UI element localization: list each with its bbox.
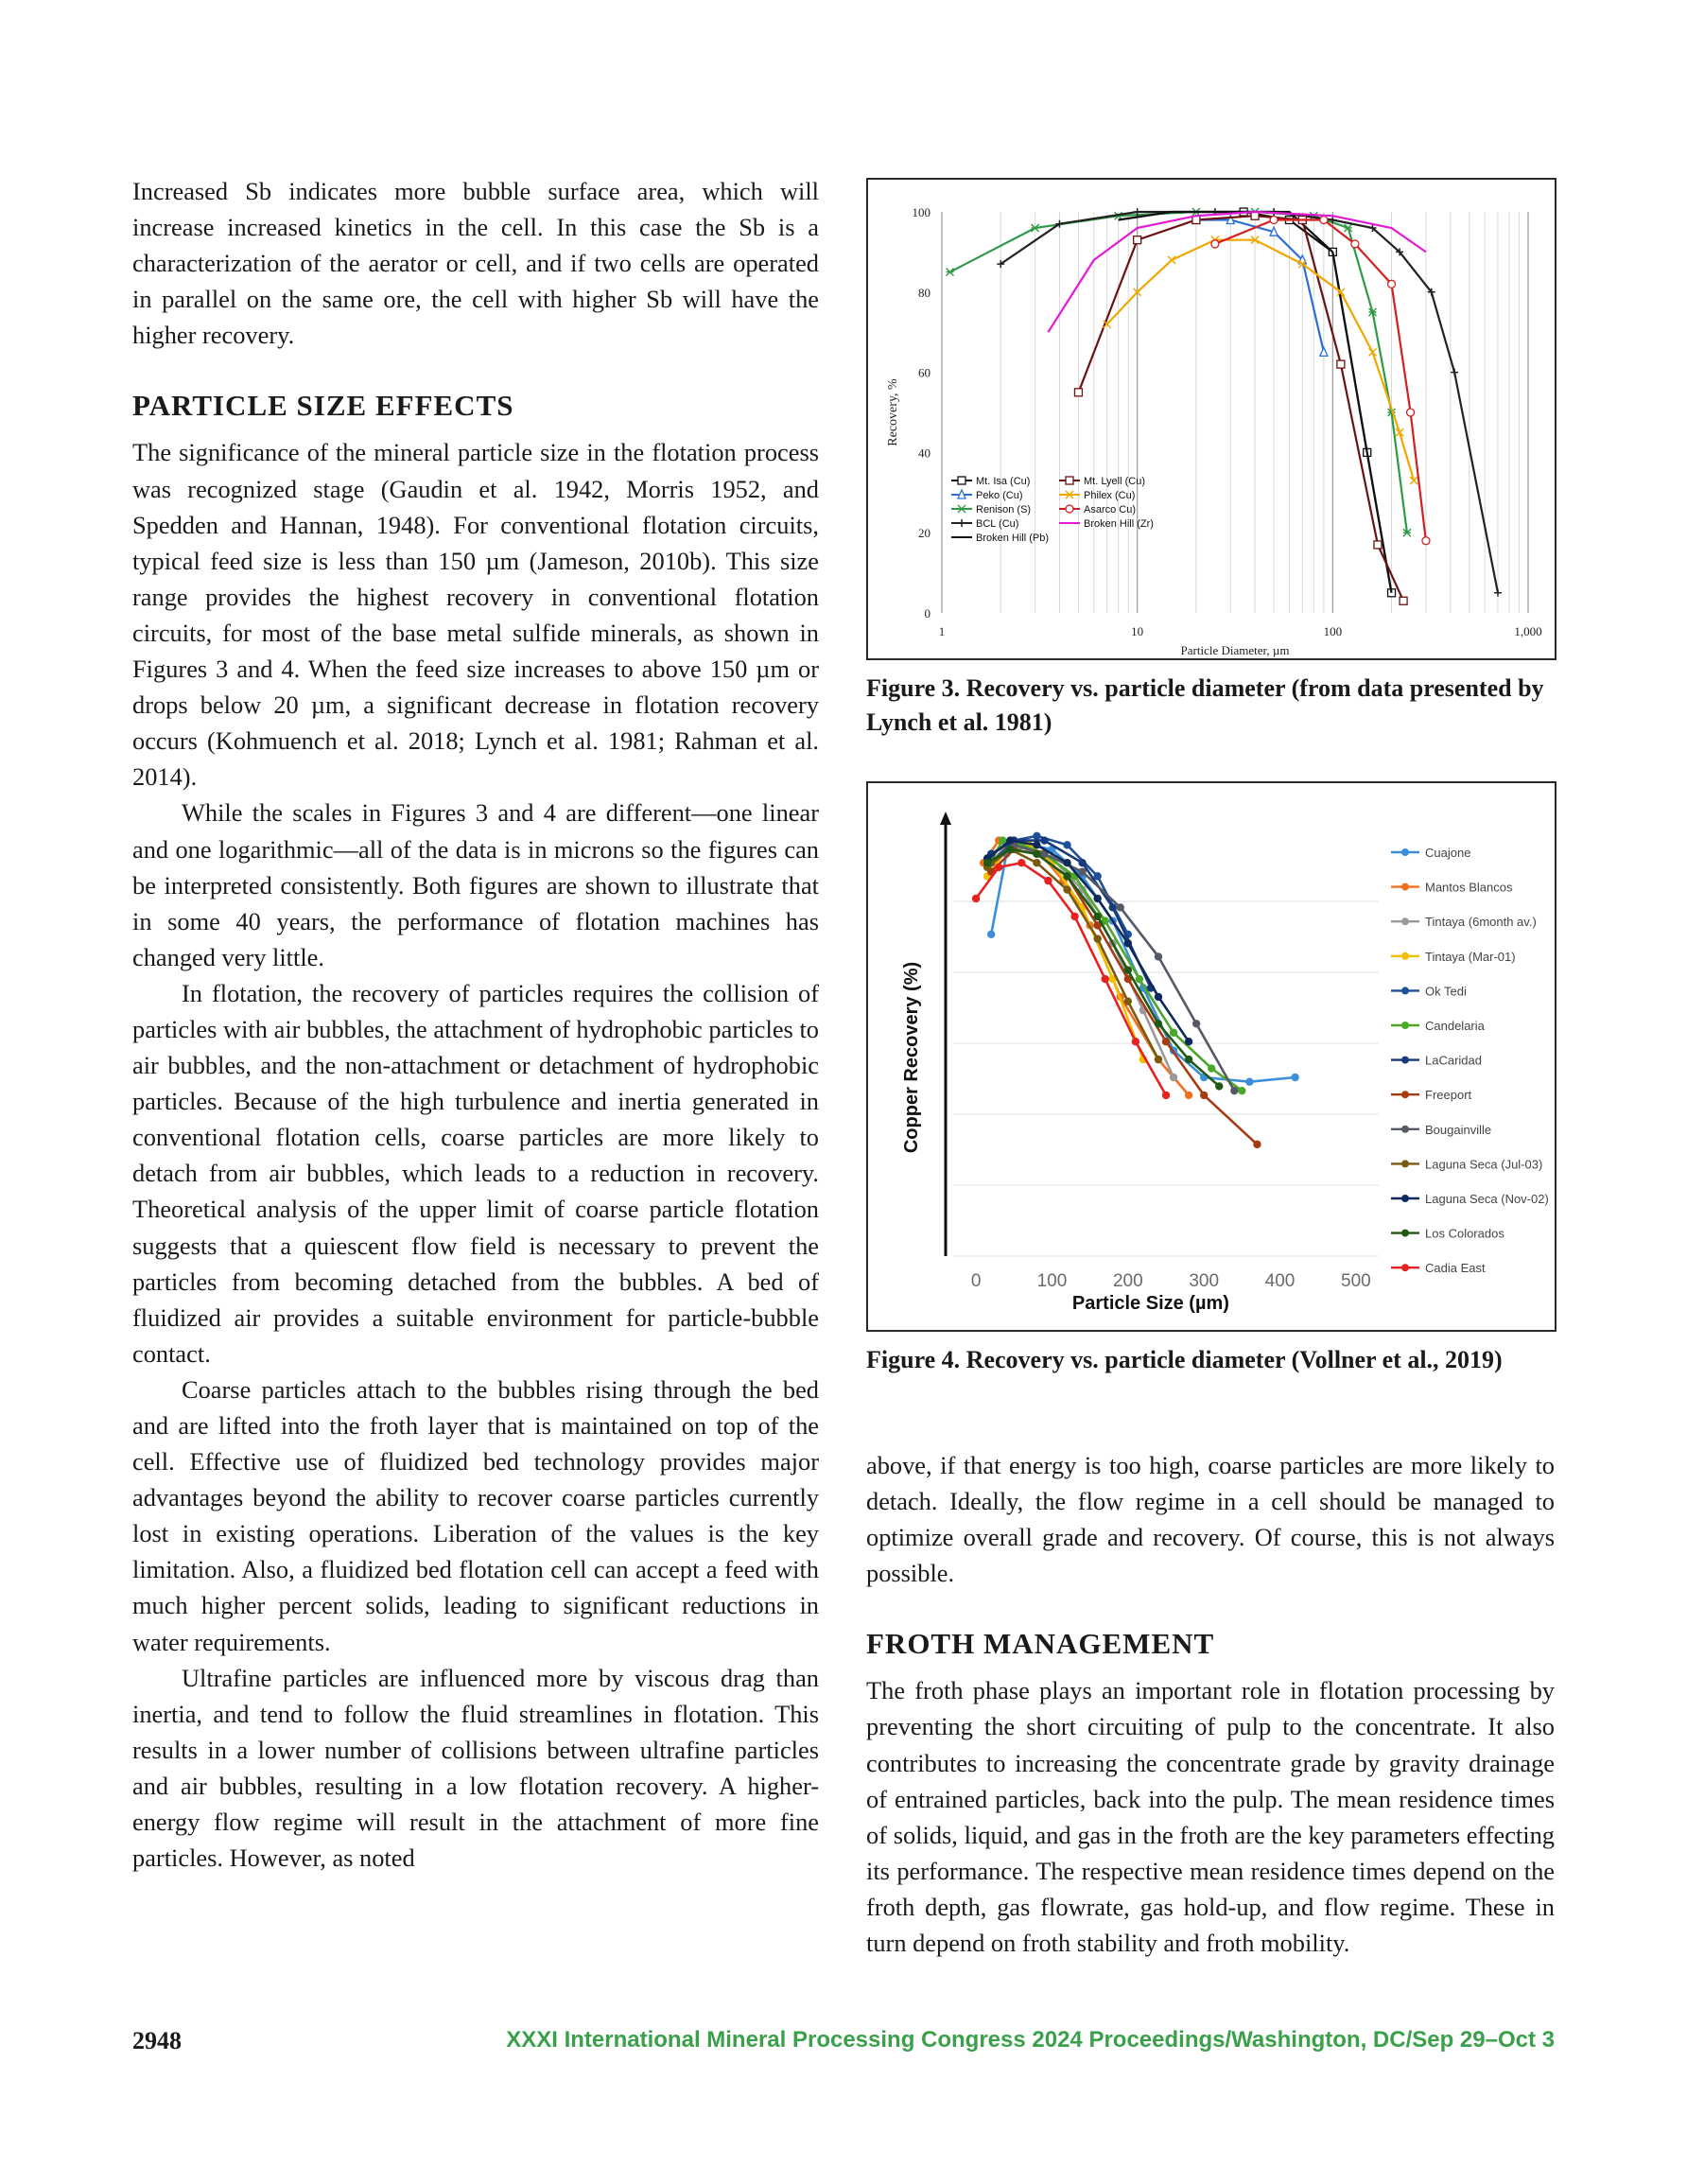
legend-label: Asarco Cu) [1084,504,1137,515]
left-column [132,173,819,1876]
legend-label: Laguna Seca (Jul-03) [1425,1157,1543,1172]
figure-3-svg [868,180,1555,658]
y-tick-label: 40 [918,446,930,461]
paragraph-particle-size-4: Coarse particles attach to the bubbles rising through the bed and are lifted into the froth layer that is maintained on top of the cell. Effective use of fluidized bed technology provides major advantages beyond the ability to recover coarse particles currently lost in existing operations. Liberation of the values is the key limitation. Also, a fluidized bed flotation cell can accept a feed with much higher percent solids, leading to significant reductions in water requirements. [132,1374,819,1656]
data-point [1208,1064,1215,1072]
data-point [1162,1092,1170,1099]
legend-label: Philex (Cu) [1084,490,1136,501]
y-axis-title: Recovery, % [886,378,900,446]
y-tick-label: 80 [918,285,930,300]
legend-marker [1401,848,1409,856]
legend-marker [1401,1230,1409,1237]
data-point [1033,859,1040,866]
data-point [1074,389,1082,396]
data-point [1134,236,1141,244]
x-tick-label: 10 [1131,624,1144,638]
heading-particle-size-effects: PARTICLE SIZE EFFECTS [132,389,514,423]
legend-label: Peko (Cu) [976,490,1023,501]
data-point [1407,409,1415,416]
legend-marker [1401,883,1409,891]
data-point [1168,256,1175,264]
data-point [1063,872,1070,880]
data-point [1253,1141,1261,1148]
series-line-candelaria [987,841,1242,1092]
data-point [958,519,965,527]
data-point [1006,846,1014,853]
y-axis-arrowhead [940,812,951,825]
data-point [983,859,991,866]
legend-label: Bougainville [1425,1122,1492,1137]
legend-label: Ok Tedi [1425,984,1467,999]
figure-4-caption: Figure 4. Recovery vs. particle diameter (Vollner et al., 2019) [866,1346,1503,1373]
legend-label: Laguna Seca (Nov-02) [1425,1192,1549,1206]
data-point [1070,913,1078,920]
x-tick-label: 0 [970,1271,982,1291]
data-point [1374,541,1382,549]
x-tick-label: 1 [938,624,946,638]
paragraph-froth: The froth phase plays an important role in flotation processing by preventing the short circuiting of pulp to the concentrate. It also contributes to increasing the concentrate grade by gravity drainage of entrained particles, back into the pulp. The mean residence times of solids, liquid, and gas in the froth are the key parameters effecting its performance. The respective mean residence times depend on the froth depth, gas flowrate, gas hold-up, and flow regime. These in turn depend on froth stability and froth mobility. [866,1676,1555,1958]
data-point [1162,1038,1170,1045]
data-point [1109,903,1117,911]
y-tick-label: 0 [924,606,930,620]
data-point [1017,859,1025,866]
data-point [1494,589,1502,597]
data-point [1337,360,1345,368]
legend-label: BCL (Cu) [976,518,1019,530]
series-line-broken-hill-zr [1048,212,1426,332]
paragraph-particle-size-2: While the scales in Figures 3 and 4 are different—one linear and one logarithmic—all of the data is in microns so the figures can be interpreted consistently. Both figures are shown to illustrate that in some 40 years, the performance of flotation machines has changed very little. [132,798,819,971]
data-point [1093,935,1101,942]
x-tick-label: 1,000 [1514,624,1542,638]
right-column [866,1447,1555,1961]
data-point [1245,1078,1253,1086]
y-tick-label: 20 [918,526,930,541]
data-point [1155,952,1162,960]
data-point [1320,347,1328,356]
data-point [1351,240,1359,248]
legend-marker [1401,1160,1409,1167]
y-tick-label: 100 [912,205,930,219]
data-point [1451,369,1458,376]
legend-marker [1401,1057,1409,1064]
legend-marker [1401,1195,1409,1202]
figure-3-caption: Figure 3. Recovery vs. particle diameter (from data presented by Lynch et al. 1981) [866,674,1544,736]
paragraph-continued: above, if that energy is too high, coarse particles are more likely to detach. Ideally, the flow regime in a cell should be managed to optimize overall grade and recovery. Of course, this is not always possible. [866,1451,1555,1588]
data-point [1132,1038,1139,1045]
data-point [1124,997,1132,1005]
data-point [1093,913,1101,920]
x-tick-label: 200 [1112,1271,1143,1291]
legend-label: Mt. Isa (Cu) [976,476,1031,487]
data-point [1185,1092,1192,1099]
data-point [1230,1087,1238,1094]
x-axis-title: Particle Diameter, µm [1180,643,1290,657]
data-point [1170,1074,1177,1081]
legend-label: Cuajone [1425,846,1471,860]
data-point [1033,850,1040,858]
x-tick-label: 400 [1264,1271,1296,1291]
legend-label: Mantos Blancos [1425,880,1513,895]
legend-label: Freeport [1425,1088,1472,1103]
legend-marker [1401,1264,1409,1271]
legend-marker [1401,987,1409,994]
figure-4-svg [868,783,1555,1330]
legend-label: Cadia East [1425,1261,1486,1276]
data-point [1270,216,1278,223]
legend-label: Tintaya (Mar-01) [1425,949,1516,964]
data-point [995,864,1002,871]
paragraph-particle-size-1: The significance of the mineral particle size in the flotation process was recognized stage (Gaudin et al. 1942, Morris 1952, and Spedden and Hannan, 1948). For conventional flotation circuits, typical feed size is less than 150 µm (Jameson, 2010b). This size range provides the highest recovery in conventional flotation circuits, for most of the base metal sulfide minerals, as shown in Figures 3 and 4. When the feed size increases to above 150 µm or drops below 20 µm, a significant decrease in flotation recovery occurs (Kohmuench et al. 2018; Lynch et al. 1981; Rahman et al. 2014). [132,438,819,792]
data-point [1044,877,1052,884]
data-point [958,477,965,484]
legend-label: Tintaya (6month av.) [1425,915,1537,930]
x-tick-label: 100 [1036,1271,1068,1291]
legend-label: Candelaria [1425,1019,1485,1033]
data-point [1063,859,1070,866]
legend-marker [1401,917,1409,925]
legend-label: Broken Hill (Pb) [976,533,1050,544]
legend-label: Broken Hill (Zr) [1084,518,1154,530]
data-point [1102,975,1109,983]
data-point [1040,836,1048,844]
data-point [947,269,954,276]
intro-paragraph: Increased Sb indicates more bubble surface area, which will increase increased kinetics in the cell. In this case the Sb is a characterization of the aerator or cell, and if two cells are operated in parallel on the same ore, the cell with higher Sb will have the higher recovery. [132,177,819,350]
data-point [1422,537,1430,545]
data-point [1033,841,1040,848]
data-point [1078,867,1086,875]
legend-marker [1401,1022,1409,1029]
x-tick-label: 100 [1323,624,1343,638]
series-line-asarco-cu [1215,220,1426,541]
data-point [1066,477,1073,484]
series-line-mt-lyell-cu [1079,216,1404,601]
data-point [1078,859,1086,866]
heading-froth-management: FROTH MANAGEMENT [866,1627,1215,1661]
y-axis-title: Copper Recovery (%) [901,961,922,1154]
data-point [1063,885,1070,893]
legend-marker [1401,1126,1409,1133]
page-number: 2948 [132,2027,182,2054]
data-point [1063,841,1070,848]
data-point [1006,836,1014,844]
data-point [1124,939,1132,947]
legend-label: Renison (S) [976,504,1032,515]
legend-marker [1401,952,1409,960]
x-tick-label: 500 [1341,1271,1371,1291]
data-point [1251,212,1259,219]
data-point [1117,903,1124,911]
data-point [1155,1056,1162,1063]
data-point [1185,1056,1192,1063]
x-axis-title: Particle Size (µm) [1071,1293,1229,1314]
conference-footer: XXXI International Mineral Processing Congress 2024 Proceedings/Washington, DC/Sep 29–Oct 3 [506,2027,1555,2053]
data-point [1185,1038,1192,1045]
data-point [1192,1020,1200,1027]
data-point [1211,240,1219,248]
data-point [958,505,965,513]
paragraph-particle-size-5: Ultrafine particles are influenced more by viscous drag than inertia, and tend to follow the fluid streamlines in flotation. This results in a lower number of collisions between ultrafine particles and air bubbles, resulting in a low flotation recovery. A higher-energy flow regime will result in the attachment of more fine particles. However, as noted [132,1663,819,1873]
data-point [987,931,995,938]
paragraph-particle-size-3: In flotation, the recovery of particles requires the collision of particles with air bubbles, the attachment of hydrophobic particles to air bubbles, and the non-attachment or detachment of hydrophobic particles. Because of the high turbulence and inertia generated in conventional flotation cells, coarse particles are more likely to detach from air bubbles, which leads to a reduction in recovery. Theoretical analysis of the upper limit of coarse particle flotation suggests that a quiescent flow field is necessary to prevent the particles from becoming detached from the bubbles. A bed of fluidized air provides a suitable environment for particle-bubble contact. [132,978,819,1368]
data-point [1388,280,1396,288]
y-tick-label: 60 [918,365,930,380]
legend-label: Los Colorados [1425,1226,1504,1241]
series-line-philex-cu [1107,240,1414,480]
data-point [1136,975,1143,983]
legend-marker [1401,1091,1409,1098]
data-point [1155,1020,1162,1027]
data-point [1291,1074,1298,1081]
data-point [972,895,980,902]
data-point [1066,505,1073,513]
data-point [1320,216,1328,223]
legend-label: LaCaridad [1425,1053,1482,1068]
legend-label: Mt. Lyell (Cu) [1084,476,1145,487]
series-line-mt-isa-cu [1244,212,1391,593]
figure-4-chart [866,781,1557,1332]
data-point [1170,1029,1177,1037]
data-point [1124,966,1132,973]
figure-3-chart [866,178,1557,660]
data-point [1093,895,1101,902]
data-point [1215,1082,1223,1090]
data-point [1400,597,1407,604]
data-point [1155,993,1162,1001]
data-point [1238,1087,1245,1094]
x-tick-label: 300 [1189,1271,1220,1291]
series-line-cuajone [991,845,1295,1081]
data-point [1200,1092,1208,1099]
data-point [1033,832,1040,840]
series-line-bcl-cu [1000,212,1498,593]
